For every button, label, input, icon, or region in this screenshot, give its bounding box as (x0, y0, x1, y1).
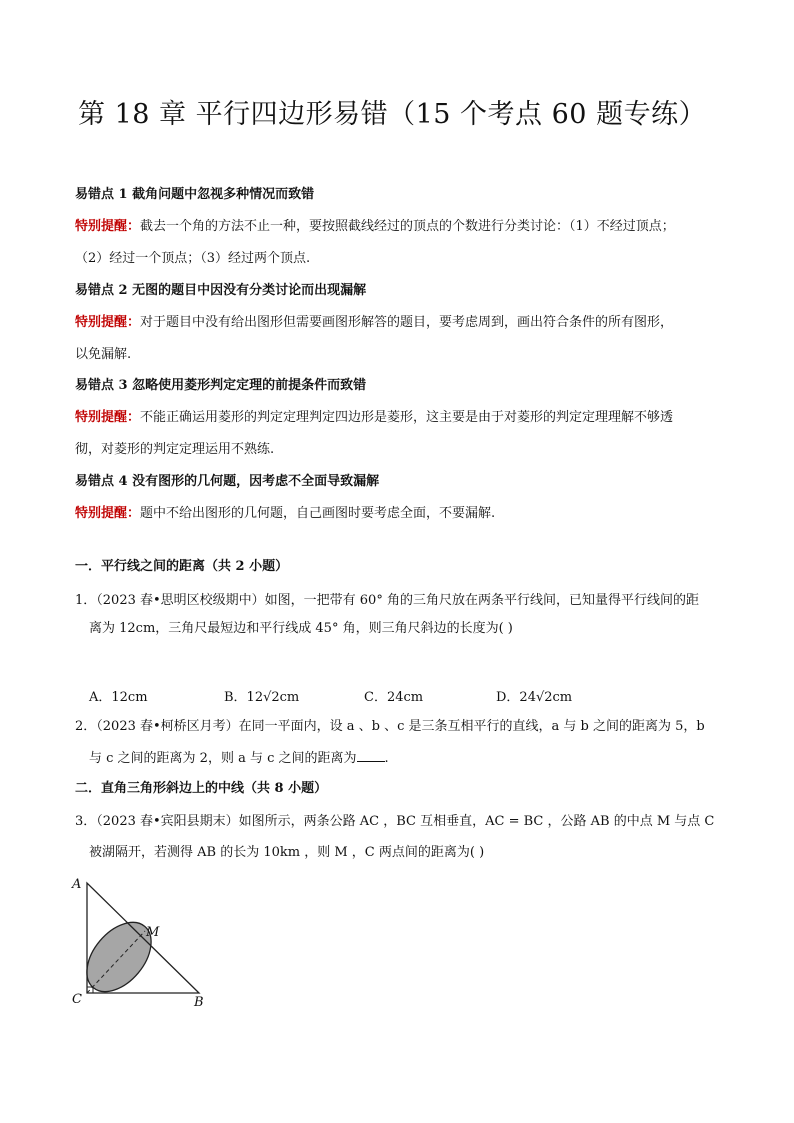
question-2-line2 (89, 749, 389, 768)
page-title: 第 18 章 平行四边形易错（15 个考点 60 题专练） (78, 99, 707, 130)
pitfall-2-tip-line1 (75, 314, 673, 332)
answer-blank (357, 749, 385, 762)
question-2-line1: 2．（2023 春•柯桥区月考）在同一平面内，设 a 、b 、c 是三条互相平行的直线，a 与 b 之间的距离为 5，b (75, 719, 705, 734)
question-1-line1: 1．（2023 春•思明区校级期中）如图，一把带有 60° 角的三角尺放在两条平行线间，已知量得平行线间的距 (75, 593, 699, 608)
pitfall-1-tip-line1 (75, 218, 675, 236)
label-b: B (194, 995, 204, 1010)
pitfall-1-heading: 易错点 1 截角问题中忽视多种情况而致错 (75, 187, 315, 202)
label-m: M (146, 925, 160, 940)
pitfall-2-tip-line2: 以免漏解. (75, 347, 132, 362)
choice-c: C．24cm (364, 690, 424, 705)
pitfall-1-tip-line2: （2）经过一个顶点；（3）经过两个顶点. (75, 251, 311, 266)
tip-text: 不能正确运用菱形的判定定理判定四边形是菱形，这主要是由于对菱形的判定定理理解不够透 (140, 410, 674, 425)
triangle-lake-figure (66, 872, 226, 1014)
tip-label: 特别提醒： (75, 315, 141, 330)
pitfall-4-tip-line1 (75, 505, 495, 523)
choice-d: D．24√2cm (496, 690, 573, 705)
section-heading-1: 一．平行线之间的距离（共 2 小题） (75, 559, 289, 574)
question-2-text: 与 c 之间的距离为 2，则 a 与 c 之间的距离为 (89, 751, 357, 766)
question-2-period: . (384, 751, 389, 766)
pitfall-3-tip-line1 (75, 409, 673, 427)
question-1-line2: 离为 12cm，三角尺最短边和平行线成 45° 角，则三角尺斜边的长度为( ) (89, 621, 513, 636)
section-heading-2: 二．直角三角形斜边上的中线（共 8 小题） (75, 781, 328, 796)
question-3-line1: 3．（2023 春•宾阳县期末）如图所示，两条公路 AC ，BC 互相垂直，AC = BC ，公路 AB 的中点 M 与点 C (75, 814, 715, 829)
label-a: A (72, 877, 82, 892)
tip-text: 对于题目中没有给出图形但需要画图形解答的题目，要考虑周到，画出符合条件的所有图形， (140, 315, 674, 330)
tip-text: 截去一个角的方法不止一种，要按照截线经过的顶点的个数进行分类讨论：（1）不经过顶点； (140, 219, 675, 234)
tip-label: 特别提醒： (75, 506, 141, 521)
tip-label: 特别提醒： (75, 410, 141, 425)
choice-b: B．12√2cm (224, 690, 300, 705)
question-3-line2: 被湖隔开，若测得 AB 的长为 10km ，则 M ，C 两点间的距离为( ) (89, 845, 485, 860)
label-c: C (72, 992, 82, 1007)
tip-label: 特别提醒： (75, 219, 141, 234)
pitfall-2-heading: 易错点 2 无图的题目中因没有分类讨论而出现漏解 (75, 283, 367, 298)
choice-a: A．12cm (89, 690, 148, 705)
pitfall-4-heading: 易错点 4 没有图形的几何题，因考虑不全面导致漏解 (75, 474, 380, 489)
tip-text: 题中不给出图形的几何题，自己画图时要考虑全面，不要漏解. (140, 506, 496, 521)
pitfall-3-tip-line2: 彻，对菱形的判定定理运用不熟练. (75, 442, 275, 457)
pitfall-3-heading: 易错点 3 忽略使用菱形判定定理的前提条件而致错 (75, 378, 367, 393)
